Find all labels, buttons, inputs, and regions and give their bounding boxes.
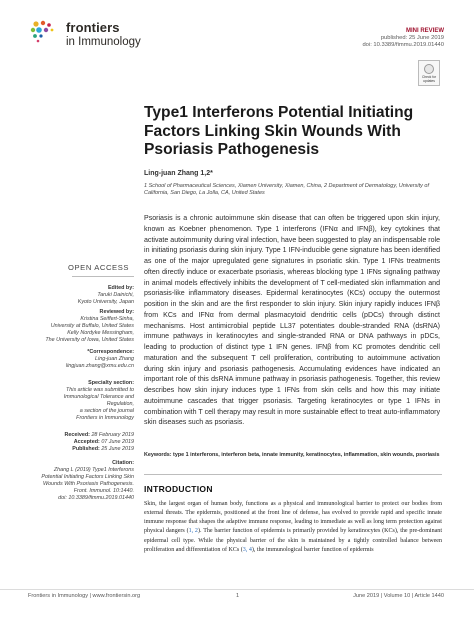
section-heading-introduction: INTRODUCTION — [144, 484, 213, 494]
article-type: MINI REVIEW — [405, 28, 444, 34]
check-updates-label: Check for updates — [421, 75, 437, 83]
correspondence-name: Ling-juan Zhang — [95, 355, 134, 362]
journal-logo — [28, 16, 148, 56]
open-access-label: OPEN ACCESS — [68, 263, 130, 272]
footer-issue: June 2019 | Volume 10 | Article 1440 — [353, 593, 444, 599]
divider — [72, 276, 134, 277]
journal-name: in Immunology — [66, 36, 141, 48]
specialty-line: This article was submitted to — [65, 386, 134, 393]
specialty-line: Immunological Tolerance and — [63, 393, 134, 400]
introduction-text — [144, 500, 442, 555]
published-date: published: 25 June 2019 — [380, 35, 444, 41]
received-heading: Received: — [64, 432, 90, 438]
correspondence-heading: *Correspondence: — [87, 349, 134, 355]
abstract: Psoriasis is a chronic autoimmune skin disease that can often be triggered upon skin injury, known as Koebner phenomenon. Type 1 interferons (IFNα and IFNβ), key cytokines that activate autoimmunity during viral infection, have been suggested to play an indispensable role in initiating psoriasis during skin injury. Type 1 IFN-inducible gene signature has been identified as one of the major upregulated gene signatures in psoriatic skin. Type 1 IFNs treatments often directly induce or exacerbate psoriasis, whereas blocking type 1 IFNs signaling pathway in animal models effectively inhibits the development of T cell-mediated skin inflammation and psoriasis-like inflammatory diseases. Epidermal keratinocytes (KCs) occupy the outermost position in the skin and are the first responder to skin injury. Skin injury rapidly induces IFNβ from KCs and IFNα from dermal plasmacytoid dendritic cells (pDCs) through distinct mechanisms. Host antimicrobial peptide LL37 potentiates double-stranded RNA (dsRNA) immune pathways in keratinocytes and single-stranded RNA or DNA pathways in pDCs, leading to production of distinct type 1 IFN genes. IFNβ from KC promotes dendritic cell maturation and the subsequent T cell proliferation, contributing to autoimmune activation during skin injury and psoriasis pathogenesis. Accumulating evidences have indicated an important role of this dsRNA immune pathway in psoriasis pathogenesis. Together, this review describes how skin injury induces type 1 IFNs from skin cells and how this may initiate autoimmune cascades that trigger psoriasis. Targeting keratinocytes or type 1 IFNs in combination with T cell therapy may result in more sustainable effect to treat auto-inflammatory skin diseases such as psoriasis. — [144, 215, 440, 427]
journal-brand: frontiers — [66, 20, 120, 35]
frontiers-logo-icon — [28, 18, 64, 54]
footer-journal[interactable]: Frontiers in Immunology | www.frontiersin.org — [28, 593, 141, 599]
citation — [24, 460, 134, 501]
editor-affiliation: Kyoto University, Japan — [77, 298, 134, 305]
published-sidebar-date: 25 June 2019 — [101, 445, 134, 452]
citation-line: Zhang L (2019) Type1 Interferons — [53, 466, 134, 473]
specialty-line: Frontiers in Immunology — [76, 414, 134, 421]
reviewed-by — [24, 309, 134, 344]
citation-line: Wounds With Psoriasis Pathogenesis. — [42, 480, 134, 487]
citation-line: Potential Initiating Factors Linking Skin — [41, 473, 134, 480]
accepted-date: 07 June 2019 — [101, 438, 134, 445]
article-dates — [24, 432, 134, 453]
correspondence — [24, 349, 134, 370]
specialty-line: Regulation, — [106, 400, 134, 407]
specialty-section — [24, 380, 134, 421]
citation-doi[interactable]: doi: 10.3389/fimmu.2019.01440 — [58, 494, 134, 501]
received-date: 28 February 2019 — [91, 432, 134, 438]
reviewer-name: Kelly Nordyke Messingham, — [67, 329, 134, 336]
article-doi[interactable]: doi: 10.3389/fimmu.2019.01440 — [362, 42, 444, 48]
editor-name: Taruki Dainichi, — [97, 291, 134, 298]
citation-link[interactable]: 3, 4 — [242, 546, 252, 553]
citation-link[interactable]: 1, 2 — [188, 528, 198, 535]
check-updates-icon — [424, 64, 434, 74]
divider — [144, 474, 442, 475]
correspondence-email[interactable]: lingjuan.zhang@xmu.edu.cn — [65, 362, 134, 369]
author[interactable]: Ling-juan Zhang 1,2* — [144, 170, 213, 177]
intro-text-part: Skin, the largest organ of human body, functions as a physical and immunological barrier to protect our bodies from external threats. The epidermis, positioned at the front line of defense, has evolved to provide rapid and specific innate immune response that shapes the adaptive immune response, leading to immediate as well as long term protection against physical dangers ( — [144, 501, 442, 535]
intro-text-part: ), the immunological barrier function of epidermis — [251, 546, 374, 553]
specialty-line: a section of the journal — [79, 407, 134, 414]
page-number: 1 — [236, 593, 240, 599]
reviewer-affiliation: The University of Iowa, United States — [45, 336, 134, 343]
specialty-heading: Specialty section: — [88, 380, 134, 386]
citation-line: Front. Immunol. 10:1440. — [73, 487, 134, 494]
edited-by — [24, 285, 134, 306]
footer-divider — [0, 589, 474, 590]
affiliations: 1 School of Pharmaceutical Sciences, Xiamen University, Xiamen, China, 2 Department of Dermatology, University of California, San Diego, La Jolla, CA, United States — [144, 183, 430, 197]
citation-heading: Citation: — [112, 460, 134, 466]
check-for-updates-button[interactable] — [418, 60, 440, 86]
reviewer-affiliation: University at Buffalo, United States — [50, 322, 134, 329]
keywords: Keywords: type 1 interferons, interferon beta, innate immunity, keratinocytes, inflammation, skin wounds, psoriasis — [144, 452, 440, 458]
reviewer-name: Kristina Seiffert-Sinha, — [80, 315, 134, 322]
article-meta — [362, 28, 444, 49]
article-title: Type1 Interferons Potential Initiating Factors Linking Skin Wounds With Psoriasis Pathogenesis — [144, 104, 414, 158]
accepted-heading: Accepted: — [73, 438, 100, 445]
reviewed-by-heading: Reviewed by: — [99, 309, 134, 315]
published-heading: Published: — [72, 445, 100, 452]
intro-text-part: ). The barrier function of epidermis is primarily provided by keratinocytes (KCs), the pre-dominant epidermal cell type. While the physical barrier of the skin is maintained by a tightly controlled balance between proliferation and differentiation of KCs ( — [144, 528, 442, 553]
edited-by-heading: Edited by: — [107, 285, 134, 291]
